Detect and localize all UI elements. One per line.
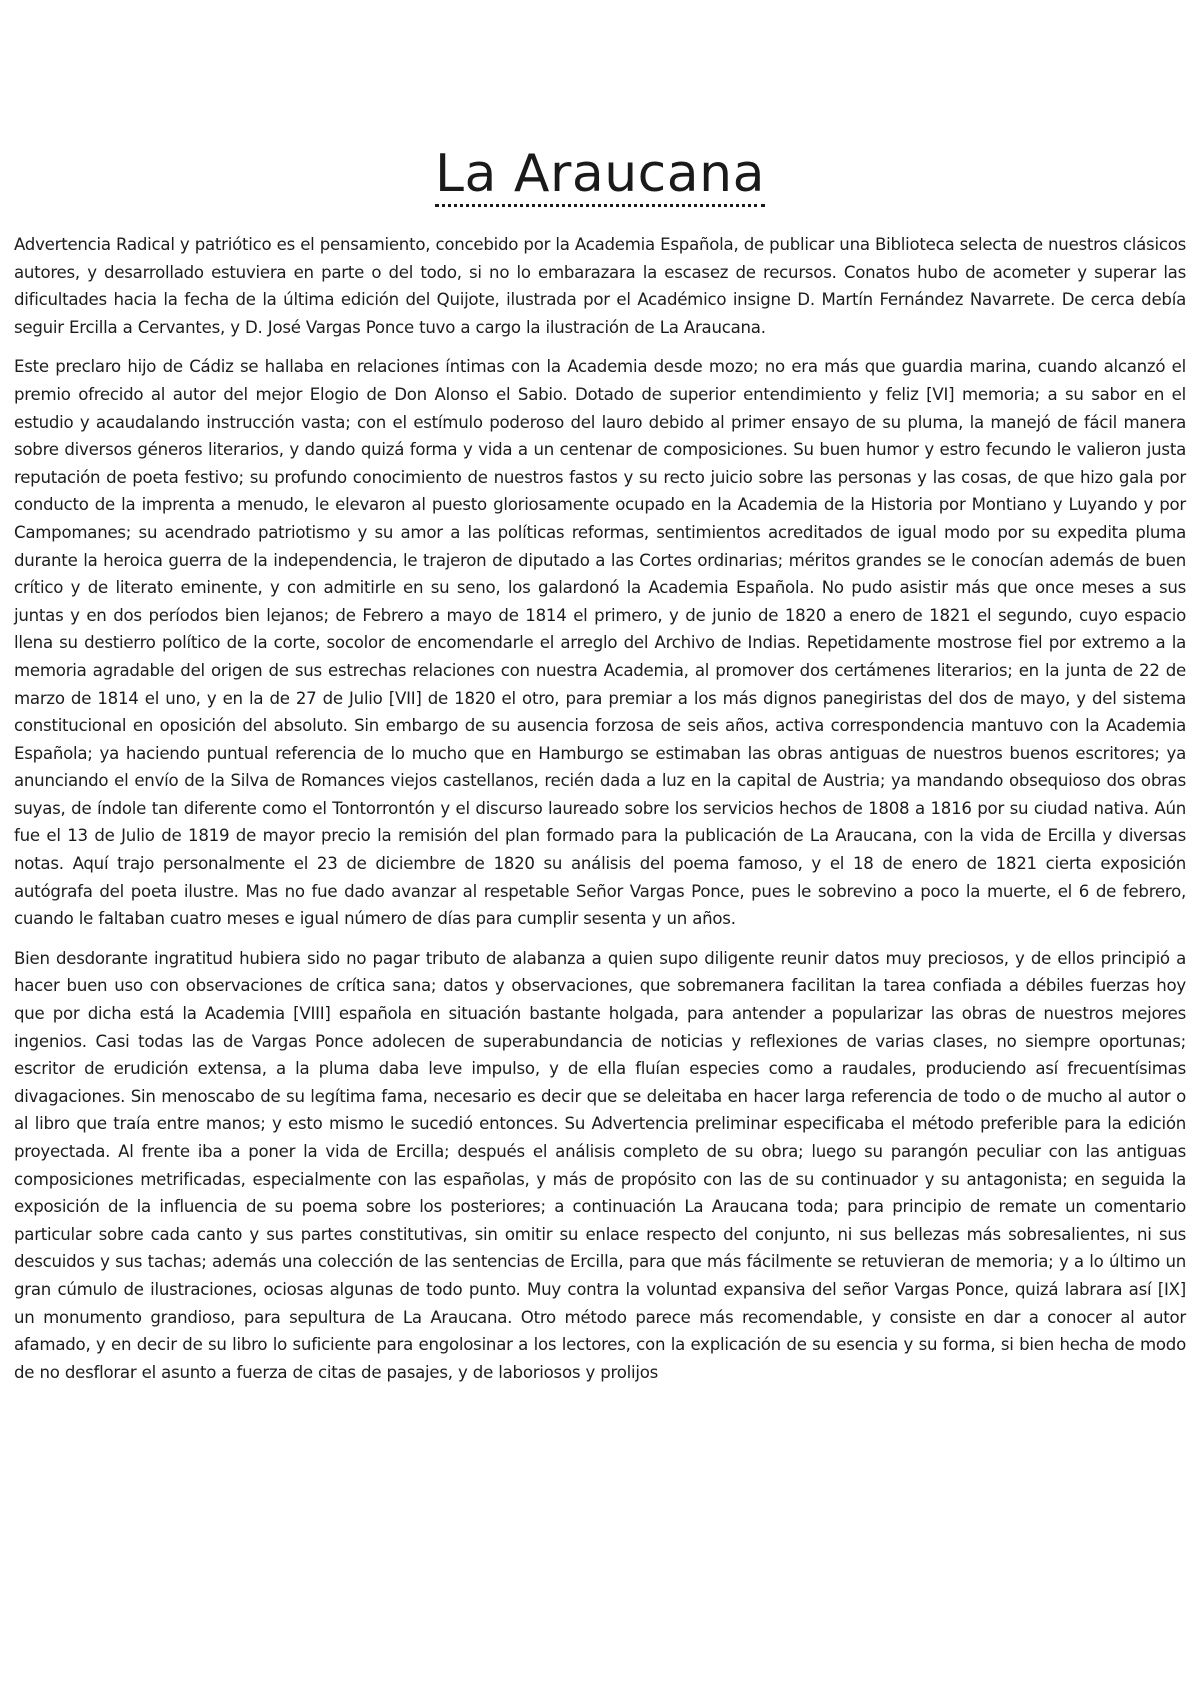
paragraph-advertencia: Advertencia Radical y patriótico es el pensamiento, concebido por la Academia Española, de publicar una Biblioteca selecta de nuestros clásicos autores, y desarrollado estuviera en parte o del todo, si no lo embarazara la escasez de recursos. Conatos hubo de acometer y superar las dificultades hacia la fecha de la última edición del Quijote, ilustrada por el Académico insigne D. Martín Fernández Navarrete. De cerca debía seguir Ercilla a Cervantes, y D. José Vargas Ponce tuvo a cargo la ilustración de La Araucana. xyxy=(14,235,1186,337)
paragraph-metodo: Bien desdorante ingratitud hubiera sido no pagar tributo de alabanza a quien supo diligente reunir datos muy preciosos, y de ellos principió a hacer buen uso con observaciones de crítica sana; datos y observaciones, que sobremanera facilitan la tarea confiada a débiles fuerzas hoy que por dicha está la Academia [VIII] española en situación bastante holgada, para antender a popularizar las obras de nuestros mejores ingenios. Casi todas las de Vargas Ponce adolecen de superabundancia de noticias y reflexiones de varias clases, no siempre oportunas; escritor de erudición extensa, a la pluma daba leve impulso, y de ella fluían especies como a raudales, produciendo así frecuentísimas divagaciones. Sin menoscabo de su legítima fama, necesario es decir que se deleitaba en hacer larga referencia de todo o de mucho al autor o al libro que traía entre manos; y esto mismo le sucedió entonces. Su Advertencia preliminar especificaba el método preferible para la edición proyectada. Al frente iba a poner la vida de Ercilla; después el análisis completo de su obra; luego su parangón peculiar con las antiguas composiciones metrificadas, especialmente con las españolas, y más de propósito con las de su continuador y su antagonista; en seguida la exposición de la influencia de su poema sobre los posteriores; a continuación La Araucana toda; para principio de remate un comentario particular sobre cada canto y sus partes constitutivas, sin omitir su enlace respecto del conjunto, ni sus bellezas más sobresalientes, ni sus descuidos y sus tachas; además una colección de las sentencias de Ercilla, para que más fácilmente se retuvieran de memoria; y a lo último un gran cúmulo de ilustraciones, ociosas algunas de todo punto. Muy contra la voluntad expansiva del señor Vargas Ponce, quizá labrara así [IX] un monumento grandioso, para sepultura de La Araucana. Otro método parece más recomendable, y consiste en dar a conocer al autor afamado, y en decir de su libro lo suficiente para engolosinar a los lectores, con la explicación de su esencia y su forma, si bien hecha de modo de no desflorar el asunto a fuerza de citas de pasajes, y de laboriosos y prolijos xyxy=(14,948,1186,1382)
paragraph-vargas-ponce: Este preclaro hijo de Cádiz se hallaba en relaciones íntimas con la Academia desde mozo; no era más que guardia marina, cuando alcanzó el premio ofrecido al autor del mejor Elogio de Don Alonso el Sabio. Dotado de superior entendimiento y feliz [VI] memoria; a su sabor en el estudio y acaudalando instrucción vasta; con el estímulo poderoso del lauro debido al primer ensayo de su pluma, la manejó de fácil manera sobre diversos géneros literarios, y dando quizá forma y vida a un centenar de composiciones. Su buen humor y estro fecundo le valieron justa reputación de poeta festivo; su profundo conocimiento de nuestros fastos y su recto juicio sobre las personas y las cosas, de que hizo gala por conducto de la imprenta a menudo, le elevaron al puesto gloriosamente ocupado en la Academia de la Historia por Montiano y Luyando y por Campomanes; su acendrado patriotismo y su amor a las políticas reformas, sentimientos acreditados de igual modo por su expedita pluma durante la heroica guerra de la independencia, le trajeron de diputado a las Cortes ordinarias; méritos grandes se le conocían además de buen crítico y de literato eminente, y con admitirle en su seno, los galardonó la Academia Española. No pudo asistir más que once meses a sus juntas y en dos períodos bien lejanos; de Febrero a mayo de 1814 el primero, y de junio de 1820 a enero de 1821 el segundo, cuyo espacio llena su destierro político de la corte, socolor de encomendarle el arreglo del Archivo de Indias. Repetidamente mostrose fiel por extremo a la memoria agradable del origen de sus estrechas relaciones con nuestra Academia, al promover dos certámenes literarios; en la junta de 22 de marzo de 1814 el uno, y en la de 27 de Julio [VII] de 1820 el otro, para premiar a los más dignos panegiristas del dos de mayo, y del sistema constitucional en oposición del absoluto. Sin embargo de su ausencia forzosa de seis años, activa correspondencia mantuvo con la Academia Española; ya haciendo puntual referencia de lo mucho que en Hamburgo se estimaban las obras antiguas de nuestros buenos escritores; ya anunciando el envío de la Silva de Romances viejos castellanos, recién dada a luz en la capital de Austria; ya mandando obsequioso dos obras suyas, de índole tan diferente como el Tontorrontón y el discurso laureado sobre los servicios hechos de 1808 a 1816 por su ciudad nativa. Aún fue el 13 de Julio de 1819 de mayor precio la remisión del plan formado para la publicación de La Araucana, con la vida de Ercilla y diversas notas. Aquí trajo personalmente el 23 de diciembre de 1820 su análisis del poema famoso, y el 18 de enero de 1821 cierta exposición autógrafa del poeta ilustre. Mas no fue dado avanzar al respetable Señor Vargas Ponce, pues le sobrevino a poco la muerte, el 6 de febrero, cuando le faltaban cuatro meses e igual número de días para cumplir sesenta y un años. xyxy=(14,357,1186,929)
title-container xyxy=(0,144,1200,207)
document-body xyxy=(14,231,1186,1398)
page-title: La Araucana xyxy=(435,144,765,207)
